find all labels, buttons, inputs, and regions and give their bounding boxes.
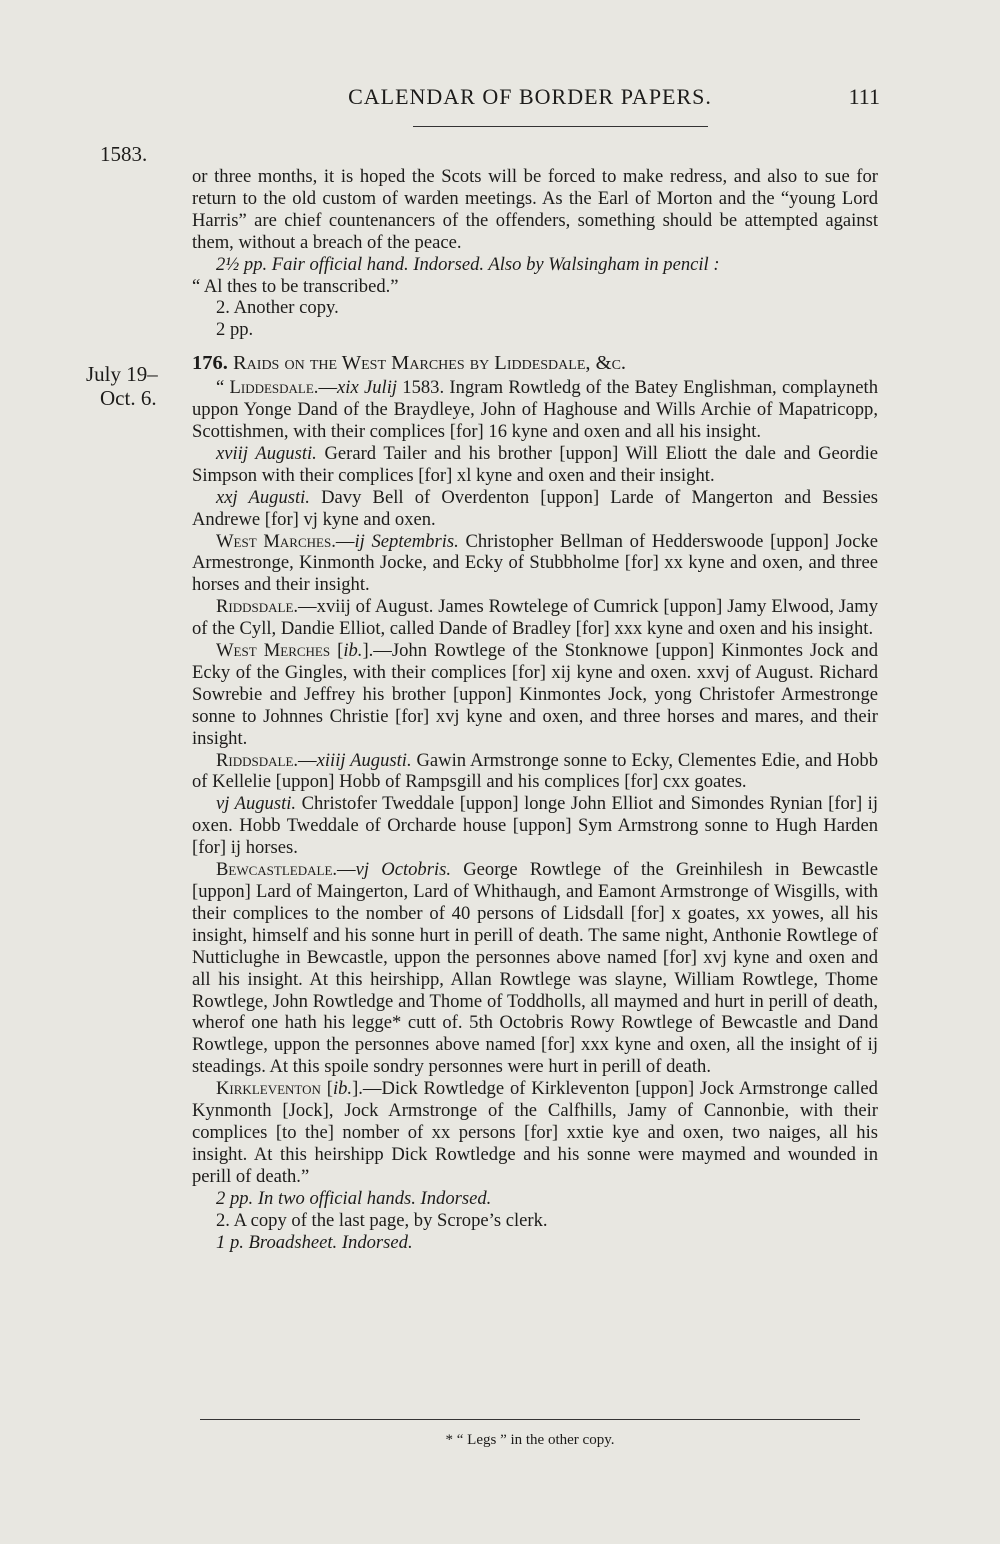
paragraph-lead: Bewcastledale.— <box>216 859 356 881</box>
paragraph-text: Gerard Tailer and his brother [uppon] Will Eliott the dale and Geordie Simpson with their complices [for] xl kyne and oxen and their insight. <box>192 442 878 486</box>
entry-number: 176. <box>192 352 228 375</box>
paragraph-date: vj Octobris. <box>355 859 452 881</box>
intro-description <box>192 254 878 276</box>
header-rule <box>413 126 708 127</box>
paragraph-lead: “ Liddesdale.— <box>216 377 338 399</box>
margin-date-end: Oct. 6. <box>100 386 157 410</box>
paragraph-text: xviij of August. James Rowtelege of Cumrick [uppon] Jamy Elwood, Jamy of the Cyll, Dandie Elliot, called Dande of Bradley [for] xxx kyne and oxen and his insight. <box>192 596 878 640</box>
page-number: 111 <box>848 84 880 109</box>
paragraph-lead: West Merches [ <box>216 640 344 662</box>
entry-copy-desc-text: 1 p. Broadsheet. Indorsed. <box>216 1231 413 1253</box>
footnote: * “ Legs ” in the other copy. <box>445 1432 615 1448</box>
entry-paragraph <box>192 531 878 597</box>
paragraph-date: xxj Augusti. <box>216 486 310 508</box>
paragraph-lead: West Marches.— <box>216 530 355 552</box>
entry-paragraph <box>192 596 878 640</box>
paragraph-date: xiiij Augusti. <box>316 749 412 771</box>
entry-copy-description <box>192 1232 878 1254</box>
running-title: CALENDAR OF BORDER PAPERS. <box>348 84 712 109</box>
intro-copy-pages: 2 pp. <box>216 319 254 341</box>
intro-quote: “ Al thes to be transcribed.” <box>192 275 399 297</box>
margin-year: 1583. <box>100 142 148 166</box>
entry-paragraph <box>192 1078 878 1188</box>
paragraph-text: Gawin Armstronge sonne to Ecky, Clementes Edie, and Hobb of Kellelie [uppon] Hobb of Rampsgill and his complices [for] cxx goates. <box>192 749 878 793</box>
paragraph-lead: Kirkleventon [ <box>216 1078 333 1100</box>
paragraph-date: vj Augusti. <box>216 793 297 815</box>
entry-paragraphs <box>192 377 878 1188</box>
entry-paragraph <box>192 377 878 443</box>
entry-heading <box>192 353 878 375</box>
paragraph-date: xviij Augusti. <box>216 442 317 464</box>
entry-description <box>192 1188 878 1210</box>
paragraph-lead: Riddsdale.— <box>216 749 317 771</box>
page-header <box>0 84 1000 124</box>
entry-desc-text: 2 pp. In two official hands. Indorsed. <box>216 1187 492 1209</box>
paragraph-date: xix Julij <box>337 377 398 399</box>
paragraph-lead: Riddsdale.— <box>216 596 317 618</box>
paragraph-date: ib. <box>332 1078 353 1100</box>
intro-desc-text: 2½ pp. Fair official hand. Indorsed. Also by Walsingham in pencil : <box>216 253 720 275</box>
paragraph-text: ].—Dick Rowtledge of Kirkleventon [uppon] Jock Armstronge called Kynmonth [Jock], Jock Armstronge of the Calfhills, Jamy of Cannonbie, with their complices [to the] nomber of xx persons [for] xxtie kye and oxen, two naiges, all his insight. At this heirshipp Dick Rowtledge and his sonne were maymed and wounded in perill of death.” <box>192 1078 878 1187</box>
footnote-rule <box>200 1419 860 1420</box>
intro-paragraph: or three months, it is hoped the Scots will be forced to make redress, and also to sue for return to the old custom of warden meetings. As the Earl of Morton and the “young Lord Harris” are chief countenancers of the offenders, something should be attempted against them, without a breach of the peace. <box>192 166 878 253</box>
paragraph-text: 1583. Ingram Rowtledg of the Batey Englishman, complayneth uppon Yonge Dand of the Braydleye, John of Haghouse and Wills Archie of Mapatricopp, Scottishmen, with their complices [for] 16 kyne and oxen and all his insight. <box>192 377 878 442</box>
entry-paragraph <box>192 750 878 794</box>
margin-date <box>86 362 158 410</box>
entry-paragraph <box>192 859 878 1078</box>
paragraph-text: ].—John Rowtlege of the Stonknowe [uppon] Kinmontes Jock and Ecky of the Gingles, with their complices [for] xij kyne and oxen. xxvj of August. Richard Sowrebie and Jeffrey his brother [uppon] Kinmontes Jock, yong Christofer Armestronge sonne to Johnnes Christie [for] xvj kyne and oxen, and three horses and mares, and their insight. <box>192 640 878 749</box>
entry-paragraph <box>192 487 878 531</box>
paragraph-text: George Rowtlege of the Greinhilesh in Bewcastle [uppon] Lard of Maingerton, Lard of Whithaugh, and Eamont Armstronge of Wisgills, with their complices to the nomber of 40 persons of Lidsdall [for] x goates, xx yowes, all his insight, himself and his sonne hurt in perill of death. The same night, Anthonie Rowtlege of Nutticlughe in Bewcastle, uppon the personnes above named [for] xvj kyne and oxen and all his insight. At this heirshipp, Allan Rowtlege was slayne, William Rowtlege, Thome Rowtlege, John Rowtledge and Thome of Toddholls, all maymed and hurt in perill of death, wherof one hath his legge* cutt of. 5th Octobris Rowy Rowtlege of Bewcastle and Dand Rowtlege, uppon the personnes above named [for] xxx kyne and oxen, all the insight of ij steadings. At this spoile sondry personnes were hurt in perill of death. <box>192 859 879 1078</box>
body-text <box>192 166 878 1253</box>
entry-paragraph <box>192 443 878 487</box>
paragraph-date: ij Septembris. <box>354 530 459 552</box>
intro-copy: 2. Another copy. <box>216 297 339 319</box>
entry-title: Raids on the West Marches by Liddesdale, &c. <box>233 352 627 375</box>
paragraph-text: Christofer Tweddale [uppon] longe John Elliot and Simondes Rynian [for] ij oxen. Hobb Tweddale of Orcharde house [uppon] Sym Armstrong sonne to Hugh Harden [for] ij horses. <box>192 793 879 859</box>
margin-date-start: July 19– <box>86 362 158 386</box>
entry-paragraph <box>192 640 878 750</box>
entry-paragraph <box>192 793 878 859</box>
paragraph-text: Davy Bell of Overdenton [uppon] Larde of Mangerton and Bessies Andrewe [for] vj kyne and oxen. <box>192 486 878 530</box>
paragraph-text: Christopher Bellman of Hedderswoode [uppon] Jocke Armestronge, Kinmonth Jocke, and Ecky of Stubbholme [for] xx kyne and oxen, and three horses and their insight. <box>192 530 879 596</box>
paragraph-date: ib. <box>343 640 363 662</box>
entry-copy: 2. A copy of the last page, by Scrope’s clerk. <box>216 1209 548 1231</box>
